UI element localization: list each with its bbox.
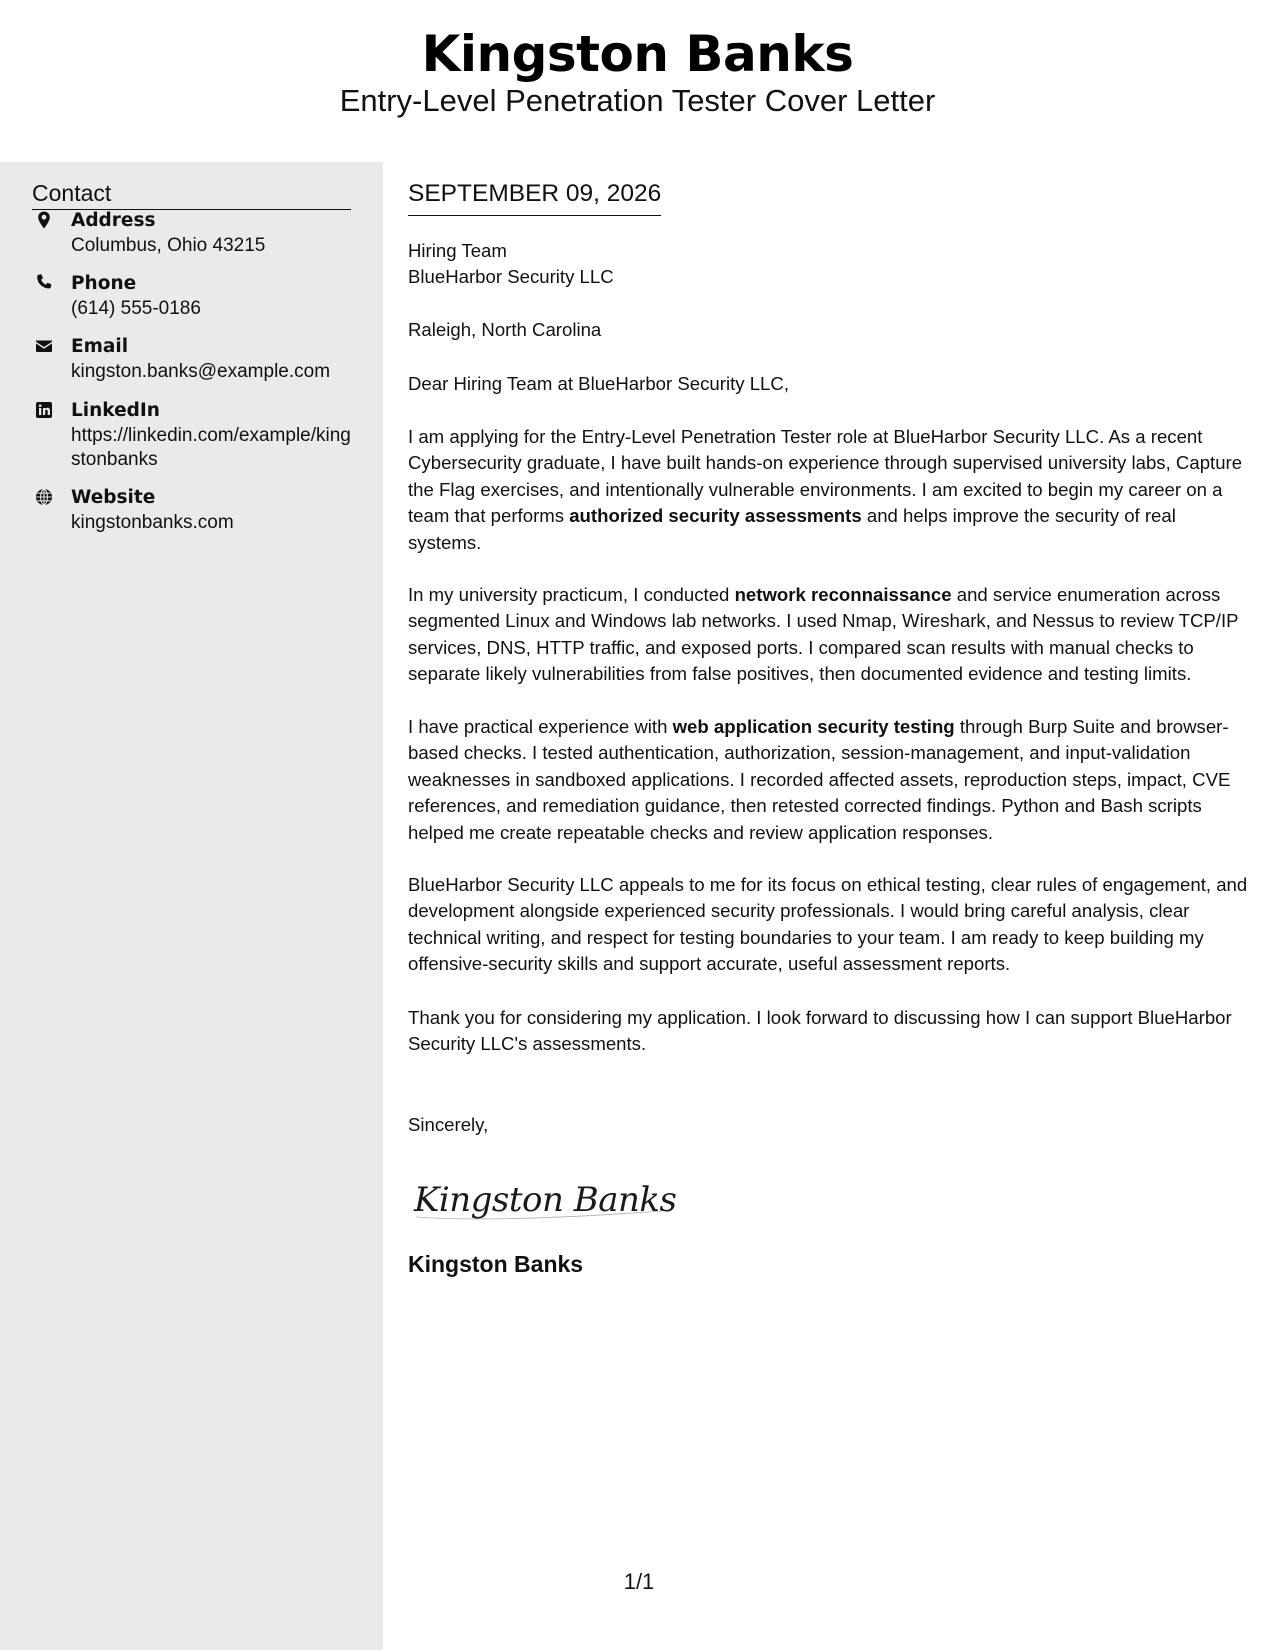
contact-label: Phone	[71, 273, 137, 294]
contact-label: LinkedIn	[71, 400, 160, 421]
globe-icon	[34, 487, 54, 507]
applicant-name: Kingston Banks	[421, 25, 854, 83]
contact-value: kingston.banks@example.com	[71, 361, 331, 382]
signer-name: Kingston Banks	[408, 1251, 584, 1277]
recipient-company: BlueHarbor Security LLC	[408, 266, 614, 287]
document-subtitle: Entry-Level Penetration Tester Cover Letter	[339, 83, 936, 118]
contact-label: Email	[71, 336, 129, 357]
emphasis: network reconnaissance	[734, 584, 952, 605]
contact-value: https://linkedin.com/example/kingstonbanks	[71, 425, 351, 470]
contact-value: (614) 555-0186	[71, 298, 201, 319]
body-paragraph: I am applying for the Entry-Level Penetration Tester role at BlueHarbor Security LLC. As a recent Cybersecurity graduate, I have built hands-on experience through supervised university labs, Capture the Flag exercises, and intentionally vulnerable environments. I am excited to begin my career on a team that performs authorized security assessments and helps improve the security of real systems.	[408, 426, 1243, 553]
recipient-location: Raleigh, North Carolina	[408, 319, 602, 340]
contact-value: Columbus, Ohio 43215	[71, 235, 266, 256]
contact-label: Address	[71, 210, 156, 231]
body-paragraph: Thank you for considering my application. I look forward to discussing how I can support BlueHarbor Security LLC's assessments.	[408, 1007, 1232, 1055]
page-number: 1/1	[623, 1569, 655, 1594]
letter-header	[0, 0, 1275, 162]
letter-date: SEPTEMBER 09, 2026	[408, 178, 661, 216]
handwritten-signature	[412, 1167, 682, 1227]
closing: Sincerely,	[408, 1114, 489, 1135]
emphasis: authorized security assessments	[569, 505, 862, 527]
contact-value: kingstonbanks.com	[71, 512, 234, 533]
linkedin-icon	[34, 400, 54, 420]
map-pin-icon	[34, 210, 54, 230]
body-paragraph: I have practical experience with web application security testing through Burp Suite and browser-based checks. I tested authentication, authorization, session-management, and input-validation weaknesses in sandboxed applications. I recorded affected assets, reproduction steps, impact, CVE references, and remediation guidance, then retested corrected findings. Python and Bash scripts helped me create repeatable checks and review application responses.	[408, 716, 1231, 843]
emphasis: web application security testing	[672, 716, 955, 737]
body-paragraph: BlueHarbor Security LLC appeals to me for its focus on ethical testing, clear rules of engagement, and development alongside experienced security professionals. I would bring careful analysis, clear technical writing, and respect for testing boundaries to your team. I am ready to keep building my offensive-security skills and support accurate, useful assessment reports.	[408, 874, 1248, 975]
envelope-icon	[34, 336, 54, 356]
contact-sidebar	[0, 162, 383, 1650]
phone-icon	[34, 273, 54, 293]
body-paragraph: In my university practicum, I conducted network reconnaissance and service enumeration across segmented Linux and Windows lab networks. I used Nmap, Wireshark, and Nessus to review TCP/IP services, DNS, HTTP traffic, and exposed ports. I compared scan results with manual checks to separate likely vulnerabilities from false positives, then documented evidence and testing limits.	[408, 584, 1239, 685]
svg-text:Kingston Banks: Kingston Banks	[414, 1180, 677, 1220]
recipient-name: Hiring Team	[408, 240, 507, 261]
contact-heading: Contact	[32, 178, 351, 210]
salutation: Dear Hiring Team at BlueHarbor Security LLC,	[408, 373, 789, 394]
contact-label: Website	[71, 487, 156, 508]
